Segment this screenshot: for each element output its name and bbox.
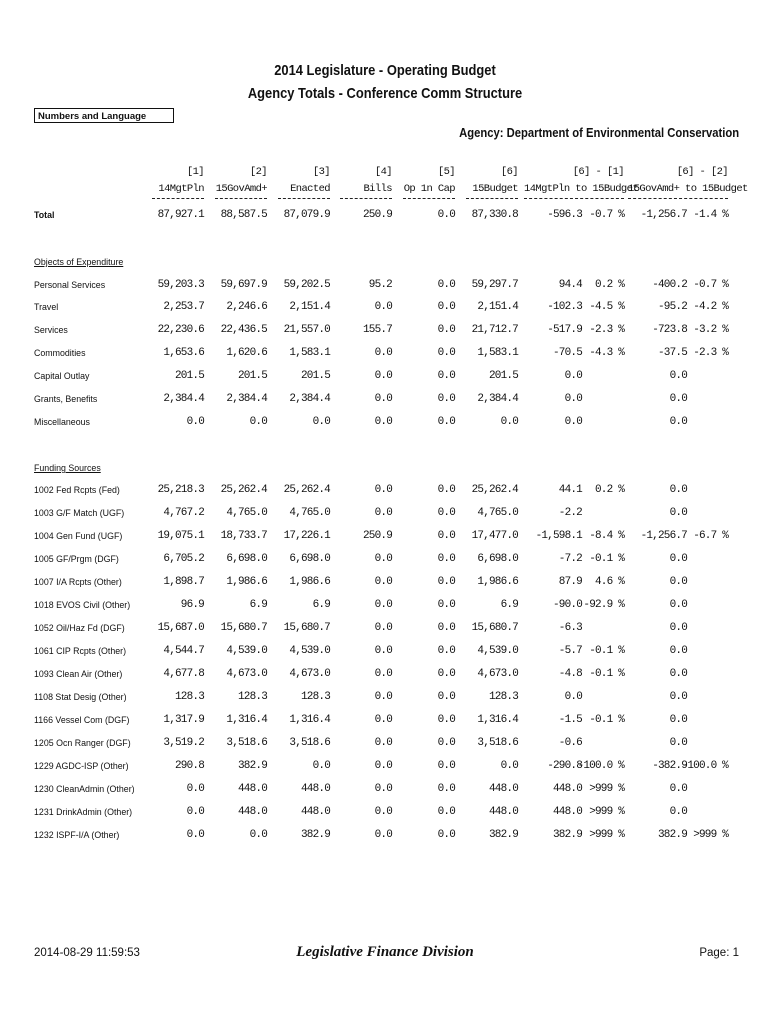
table-cell: 382.9 [300, 829, 330, 841]
table-cell: 250.9 [362, 530, 392, 542]
table-cell: -1,256.7 [640, 209, 687, 221]
table-cell: 3,518.6 [477, 737, 518, 749]
column-header-index: [6] - [2] [676, 166, 728, 178]
table-cell: 0.0 [374, 301, 392, 313]
column-header [340, 164, 392, 199]
table-cell: 18,733.7 [220, 530, 267, 542]
table-cell: -37.5 [657, 347, 687, 359]
table-cell: 0.0 [669, 370, 687, 382]
table-cell: 4,767.2 [163, 507, 204, 519]
table-cell: 201.5 [237, 370, 267, 382]
table-cell: 1,898.7 [163, 576, 204, 588]
table-cell: 0.0 [374, 393, 392, 405]
table-cell: 6.9 [249, 599, 267, 611]
table-cell: 2,253.7 [163, 301, 204, 313]
table-cell: 25,262.4 [220, 484, 267, 496]
section-box: Numbers and Language [34, 108, 174, 123]
table-cell: 88,587.5 [220, 209, 267, 221]
column-header [466, 164, 518, 199]
table-cell: 0.0 [374, 714, 392, 726]
table-cell: 4,673.0 [289, 668, 330, 680]
table-cell: 128.3 [488, 691, 518, 703]
table-cell: 0.0 [374, 576, 392, 588]
table-cell: 0.0 [437, 737, 455, 749]
column-header [524, 164, 639, 199]
row-label: 1061 CIP Rcpts (Other) [34, 646, 127, 657]
table-cell: 0.0 [437, 507, 455, 519]
table-cell: -102.3 [547, 301, 582, 313]
column-header [215, 164, 267, 199]
table-cell: -70.5 [552, 347, 582, 359]
row-label: 1052 Oil/Haz Fd (DGF) [34, 623, 125, 634]
table-cell: -6.3 [558, 622, 582, 634]
table-cell: 0.0 [564, 416, 582, 428]
table-cell: 59,697.9 [220, 279, 267, 291]
table-cell: 6,698.0 [226, 553, 267, 565]
column-header [628, 164, 748, 199]
column-header-label: Bills [340, 181, 392, 199]
table-cell: 44.1 [558, 484, 582, 496]
table-cell: 0.0 [374, 783, 392, 795]
table-cell: 0.0 [374, 691, 392, 703]
table-cell: 0.0 [437, 209, 455, 221]
table-cell: -290.8 [547, 760, 582, 772]
table-cell: 25,262.4 [471, 484, 518, 496]
column-header-label: 15GovAmd+ to 15Budget [628, 181, 728, 199]
column-header-label: 15Budget [466, 181, 518, 199]
table-cell: 59,202.5 [283, 279, 330, 291]
table-cell: 1,986.6 [477, 576, 518, 588]
table-cell: 0.0 [374, 507, 392, 519]
table-cell: 1,986.6 [289, 576, 330, 588]
column-header-label: 14MgtPln to 15Budget [524, 181, 624, 199]
table-cell: 382.9 [237, 760, 267, 772]
table-cell: 0.0 [669, 507, 687, 519]
table-cell: 0.0 [669, 714, 687, 726]
table-cell: 0.0 [437, 370, 455, 382]
table-cell: 0.0 [374, 737, 392, 749]
table-cell: -0.1 % [589, 668, 624, 680]
table-cell: -2.2 [558, 507, 582, 519]
table-cell: 1,317.9 [163, 714, 204, 726]
table-cell: 0.0 [564, 370, 582, 382]
table-cell: 0.0 [437, 484, 455, 496]
row-label: 1166 Vessel Com (DGF) [34, 715, 130, 726]
table-cell: 0.0 [374, 645, 392, 657]
table-cell: 128.3 [237, 691, 267, 703]
table-cell: -7.2 [558, 553, 582, 565]
table-cell: 448.0 [552, 806, 582, 818]
table-cell: 201.5 [488, 370, 518, 382]
table-cell: >999 % [693, 829, 728, 841]
table-cell: 0.0 [437, 760, 455, 772]
table-cell: 382.9 [657, 829, 687, 841]
column-header-label: Op 1n Cap [403, 181, 455, 199]
table-cell: 0.0 [437, 530, 455, 542]
table-cell: -2.3 % [589, 324, 624, 336]
table-cell: 15,687.0 [157, 622, 204, 634]
table-cell: 3,518.6 [226, 737, 267, 749]
table-cell: 448.0 [488, 806, 518, 818]
table-cell: 0.0 [374, 599, 392, 611]
table-cell: -0.1 % [589, 645, 624, 657]
table-cell: -8.4 % [589, 530, 624, 542]
table-cell: 250.9 [362, 209, 392, 221]
table-cell: 0.0 [186, 829, 204, 841]
table-cell: 0.0 [564, 691, 582, 703]
table-cell: 382.9 [552, 829, 582, 841]
table-cell: 448.0 [237, 806, 267, 818]
table-cell: 4,544.7 [163, 645, 204, 657]
footer-division: Legislative Finance Division [296, 944, 474, 960]
table-cell: 2,151.4 [477, 301, 518, 313]
table-cell: 0.0 [374, 416, 392, 428]
table-cell: 1,316.4 [477, 714, 518, 726]
table-cell: 4,765.0 [477, 507, 518, 519]
table-cell: 0.0 [437, 599, 455, 611]
row-label: 1093 Clean Air (Other) [34, 669, 123, 680]
table-cell: 0.0 [374, 370, 392, 382]
table-cell: 0.0 [669, 484, 687, 496]
table-cell: >999 % [589, 829, 624, 841]
table-cell: 21,712.7 [471, 324, 518, 336]
table-cell: 3,518.6 [289, 737, 330, 749]
table-cell: 0.0 [437, 393, 455, 405]
row-label: 1231 DrinkAdmin (Other) [34, 807, 133, 818]
row-label: 1005 GF/Prgm (DGF) [34, 554, 119, 565]
section-heading: Funding Sources [34, 463, 101, 474]
table-cell: 59,203.3 [157, 279, 204, 291]
column-header-index: [4] [374, 166, 392, 178]
table-cell: 0.0 [669, 645, 687, 657]
row-label: 1007 I/A Rcpts (Other) [34, 577, 122, 588]
table-cell: 3,519.2 [163, 737, 204, 749]
table-cell: 0.0 [437, 622, 455, 634]
table-cell: -4.8 [558, 668, 582, 680]
table-cell: 0.0 [669, 576, 687, 588]
table-cell: 22,436.5 [220, 324, 267, 336]
row-label: Travel [34, 302, 59, 313]
row-label: 1003 G/F Match (UGF) [34, 508, 125, 519]
table-cell: 2,384.4 [477, 393, 518, 405]
column-header-index: [6] - [1] [572, 166, 624, 178]
table-cell: 4,539.0 [226, 645, 267, 657]
table-cell: 15,680.7 [220, 622, 267, 634]
row-label: Capital Outlay [34, 371, 90, 382]
table-cell: 0.0 [669, 806, 687, 818]
table-cell: 448.0 [300, 806, 330, 818]
table-cell: 0.0 [374, 806, 392, 818]
table-cell: -723.8 [652, 324, 687, 336]
table-cell: 448.0 [552, 783, 582, 795]
table-cell: 0.0 [500, 416, 518, 428]
table-cell: 0.0 [249, 829, 267, 841]
table-cell: 4,677.8 [163, 668, 204, 680]
table-cell: 6,698.0 [477, 553, 518, 565]
table-cell: 15,680.7 [283, 622, 330, 634]
table-cell: 1,316.4 [289, 714, 330, 726]
column-header-index: [6] [500, 166, 518, 178]
column-header-index: [2] [249, 166, 267, 178]
table-cell: 448.0 [237, 783, 267, 795]
table-cell: -92.9 % [583, 599, 624, 611]
table-cell: 0.0 [437, 829, 455, 841]
table-cell: -4.3 % [589, 347, 624, 359]
table-cell: 6,698.0 [289, 553, 330, 565]
table-cell: 0.0 [437, 553, 455, 565]
table-cell: 0.0 [374, 553, 392, 565]
table-cell: 0.0 [374, 668, 392, 680]
table-cell: 4,539.0 [477, 645, 518, 657]
table-cell: -0.7 % [693, 279, 728, 291]
table-cell: 0.0 [374, 760, 392, 772]
row-label: Personal Services [34, 280, 106, 291]
table-cell: -1.4 % [693, 209, 728, 221]
table-cell: -1,256.7 [640, 530, 687, 542]
table-cell: -382.9 [652, 760, 687, 772]
table-cell: 87.9 [558, 576, 582, 588]
table-cell: 0.0 [669, 622, 687, 634]
row-label: Commodities [34, 348, 86, 359]
table-cell: -517.9 [547, 324, 582, 336]
table-cell: 0.0 [669, 553, 687, 565]
table-cell: -90.0 [552, 599, 582, 611]
table-cell: 2,246.6 [226, 301, 267, 313]
table-cell: 0.0 [669, 416, 687, 428]
row-label: 1205 Ocn Ranger (DGF) [34, 738, 131, 749]
table-cell: 0.0 [374, 484, 392, 496]
table-cell: 448.0 [300, 783, 330, 795]
table-cell: 6.9 [312, 599, 330, 611]
table-cell: 2,151.4 [289, 301, 330, 313]
table-cell: 4,673.0 [226, 668, 267, 680]
table-cell: 128.3 [174, 691, 204, 703]
column-header-index: [3] [312, 166, 330, 178]
table-cell: 4.6 % [594, 576, 624, 588]
table-cell: 1,316.4 [226, 714, 267, 726]
table-cell: 25,262.4 [283, 484, 330, 496]
table-cell: 6,705.2 [163, 553, 204, 565]
table-cell: 0.0 [437, 783, 455, 795]
table-cell: -0.6 [558, 737, 582, 749]
table-cell: -4.2 % [693, 301, 728, 313]
table-cell: 17,226.1 [283, 530, 330, 542]
table-cell: -100.0 % [681, 760, 728, 772]
table-cell: -95.2 [657, 301, 687, 313]
report-title: 2014 Legislature - Operating Budget [274, 62, 496, 79]
table-cell: -0.1 % [589, 553, 624, 565]
table-cell: -100.0 % [577, 760, 624, 772]
column-header-label: 15GovAmd+ [215, 181, 267, 199]
table-cell: 0.0 [437, 279, 455, 291]
footer-timestamp: 2014-08-29 11:59:53 [34, 947, 140, 959]
table-cell: 21,557.0 [283, 324, 330, 336]
table-cell: 4,765.0 [226, 507, 267, 519]
table-cell: 0.2 % [594, 484, 624, 496]
table-cell: 19,075.1 [157, 530, 204, 542]
table-cell: 17,477.0 [471, 530, 518, 542]
table-cell: 94.4 [558, 279, 582, 291]
table-cell: 0.0 [312, 760, 330, 772]
table-cell: 155.7 [362, 324, 392, 336]
table-cell: 0.0 [437, 576, 455, 588]
table-cell: -1,598.1 [535, 530, 582, 542]
table-cell: 0.0 [312, 416, 330, 428]
footer-page-number: Page: 1 [699, 947, 739, 959]
table-cell: 4,765.0 [289, 507, 330, 519]
table-cell: 382.9 [488, 829, 518, 841]
table-cell: 0.0 [374, 829, 392, 841]
table-cell: 87,330.8 [471, 209, 518, 221]
column-header [278, 164, 330, 199]
table-cell: 6.9 [500, 599, 518, 611]
row-label: 1018 EVOS Civil (Other) [34, 600, 131, 611]
table-cell: 25,218.3 [157, 484, 204, 496]
table-cell: 0.0 [669, 783, 687, 795]
table-cell: 201.5 [174, 370, 204, 382]
table-cell: 1,583.1 [289, 347, 330, 359]
table-cell: -3.2 % [693, 324, 728, 336]
column-header-label: Enacted [278, 181, 330, 199]
row-label: 1004 Gen Fund (UGF) [34, 531, 123, 542]
table-cell: >999 % [589, 783, 624, 795]
row-label: Grants, Benefits [34, 394, 98, 405]
table-cell: -5.7 [558, 645, 582, 657]
table-cell: 0.0 [437, 691, 455, 703]
row-label: 1229 AGDC-ISP (Other) [34, 761, 129, 772]
table-cell: 1,986.6 [226, 576, 267, 588]
table-cell: 201.5 [300, 370, 330, 382]
table-cell: 4,539.0 [289, 645, 330, 657]
table-cell: -4.5 % [589, 301, 624, 313]
agency-label: Agency: Department of Environmental Conservation [458, 126, 739, 140]
table-cell: 2,384.4 [163, 393, 204, 405]
column-header-index: [1] [186, 166, 204, 178]
report-subtitle: Agency Totals - Conference Comm Structure [247, 85, 523, 102]
table-cell: 128.3 [300, 691, 330, 703]
table-cell: 0.0 [249, 416, 267, 428]
table-cell: 0.2 % [594, 279, 624, 291]
table-cell: 0.0 [669, 599, 687, 611]
table-cell: 15,680.7 [471, 622, 518, 634]
table-cell: 0.0 [437, 714, 455, 726]
table-cell: 1,653.6 [163, 347, 204, 359]
table-cell: 87,079.9 [283, 209, 330, 221]
row-label: Miscellaneous [34, 417, 90, 428]
table-cell: -2.3 % [693, 347, 728, 359]
table-cell: 0.0 [437, 806, 455, 818]
table-cell: 0.0 [669, 668, 687, 680]
row-label: 1230 CleanAdmin (Other) [34, 784, 135, 795]
table-cell: 0.0 [374, 347, 392, 359]
table-cell: -0.1 % [589, 714, 624, 726]
table-cell: -1.5 [558, 714, 582, 726]
table-cell: 95.2 [368, 279, 392, 291]
column-header-label: 14MgtPln [152, 181, 204, 199]
table-cell: 2,384.4 [289, 393, 330, 405]
table-cell: -596.3 [547, 209, 582, 221]
column-header-index: [5] [437, 166, 455, 178]
row-label: 1002 Fed Rcpts (Fed) [34, 485, 120, 496]
table-cell: 0.0 [669, 691, 687, 703]
table-cell: 0.0 [564, 393, 582, 405]
table-cell: 0.0 [500, 760, 518, 772]
table-cell: 0.0 [437, 301, 455, 313]
table-cell: >999 % [589, 806, 624, 818]
table-cell: 0.0 [437, 645, 455, 657]
table-cell: -400.2 [652, 279, 687, 291]
table-cell: 0.0 [437, 347, 455, 359]
table-cell: 0.0 [186, 416, 204, 428]
row-label: 1232 ISPF-I/A (Other) [34, 830, 120, 841]
table-cell: 0.0 [186, 806, 204, 818]
table-cell: 87,927.1 [157, 209, 204, 221]
section-heading: Objects of Expenditure [34, 257, 124, 268]
row-label: Total [34, 210, 55, 221]
table-cell: -6.7 % [693, 530, 728, 542]
table-cell: 0.0 [669, 393, 687, 405]
column-header [403, 164, 455, 199]
table-cell: 2,384.4 [226, 393, 267, 405]
table-cell: 0.0 [437, 324, 455, 336]
table-cell: 0.0 [437, 668, 455, 680]
table-cell: 22,230.6 [157, 324, 204, 336]
table-cell: 96.9 [180, 599, 204, 611]
column-header [152, 164, 204, 199]
table-cell: 0.0 [374, 622, 392, 634]
row-label: Services [34, 325, 68, 336]
table-cell: 290.8 [174, 760, 204, 772]
row-label: 1108 Stat Desig (Other) [34, 692, 127, 703]
table-cell: -0.7 % [589, 209, 624, 221]
table-cell: 1,583.1 [477, 347, 518, 359]
table-cell: 4,673.0 [477, 668, 518, 680]
table-cell: 0.0 [186, 783, 204, 795]
table-cell: 448.0 [488, 783, 518, 795]
table-cell: 0.0 [437, 416, 455, 428]
table-cell: 59,297.7 [471, 279, 518, 291]
table-cell: 0.0 [669, 737, 687, 749]
table-cell: 1,620.6 [226, 347, 267, 359]
